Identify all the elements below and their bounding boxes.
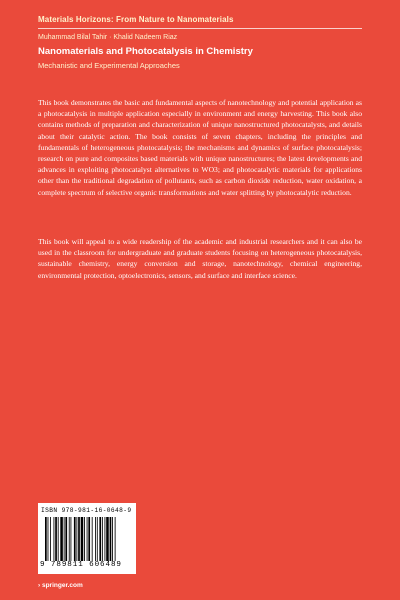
barcode-bar: [48, 517, 49, 561]
barcode-bar: [84, 517, 85, 561]
barcode-bar: [99, 517, 101, 561]
barcode-bar: [110, 517, 112, 561]
barcode-bar: [92, 517, 93, 561]
authors: Muhammad Bilal Tahir · Khalid Nadeem Riaz: [38, 34, 178, 41]
barcode-bar: [71, 517, 72, 561]
barcode-digits: 9 789811 606489: [40, 561, 122, 569]
barcode-icon: [45, 517, 129, 561]
barcode-bar: [95, 517, 96, 561]
publisher-link[interactable]: › springer.com: [38, 582, 83, 589]
barcode-bar: [102, 517, 103, 561]
barcode-bar: [76, 517, 77, 561]
barcode-bar: [97, 517, 98, 561]
barcode-bar: [55, 517, 57, 561]
series-title: Materials Horizons: From Nature to Nanomaterials: [38, 15, 234, 24]
barcode-bar: [65, 517, 67, 561]
blurb-paragraph-2: This book will appeal to a wide readership of the academic and industrial researchers and it can also be used in the classroom for undergraduate and graduate students focusing on heterogeneous photocatalysis, sustainable chemistry, energy conversion and storage, nanotechnology, chemical engineering, environmental protection, optoelectronics, sensors, and surface and interface science.: [38, 237, 362, 280]
barcode-bar: [50, 517, 51, 561]
blurb-paragraph-1: This book demonstrates the basic and fundamental aspects of nanotechnology and potential application as a photocatalysis in multiple application especially in environment and energy harvesting. This book also contains methods of preparation and characterization of unique nanostructured photocatalysts, and details about their catalytic action. The book consists of seven chapters, including the principles and fundamentals of heterogeneous photocatalysis; the mechanisms and dynamics of surface photocatalysis; research on pure and composites based materials with unique nanostructures; the latest developments and advances in exploiting photocatalyst alternatives to WO3; and photocatalytic materials for applications other than the traditional degradation of pollutants, such as carbon dioxide reduction, water oxidation, a complete spectrum of selective organic transformations and water splitting by photocatalytic reduction.: [38, 98, 362, 197]
header-divider: [38, 28, 362, 29]
barcode-bar: [106, 517, 109, 561]
barcode-bar: [87, 517, 88, 561]
barcode-bar: [54, 517, 55, 561]
barcode-bar: [81, 517, 84, 561]
barcode-bar: [74, 517, 76, 561]
barcode-bar: [115, 517, 116, 561]
isbn-label: ISBN 978-981-16-0648-9: [41, 507, 132, 514]
barcode-bar: [88, 517, 90, 561]
barcode-bar: [64, 517, 65, 561]
barcode-bar: [60, 517, 63, 561]
book-title: Nanomaterials and Photocatalysis in Chemistry: [38, 46, 253, 57]
barcode-bar: [78, 517, 80, 561]
barcode-bar: [112, 517, 113, 561]
book-subtitle: Mechanistic and Experimental Approaches: [38, 61, 180, 70]
barcode-bar: [105, 517, 106, 561]
barcode-bar: [69, 517, 70, 561]
barcode-bar: [45, 517, 47, 561]
isbn-barcode-box: [38, 503, 136, 574]
barcode-bar: [58, 517, 59, 561]
